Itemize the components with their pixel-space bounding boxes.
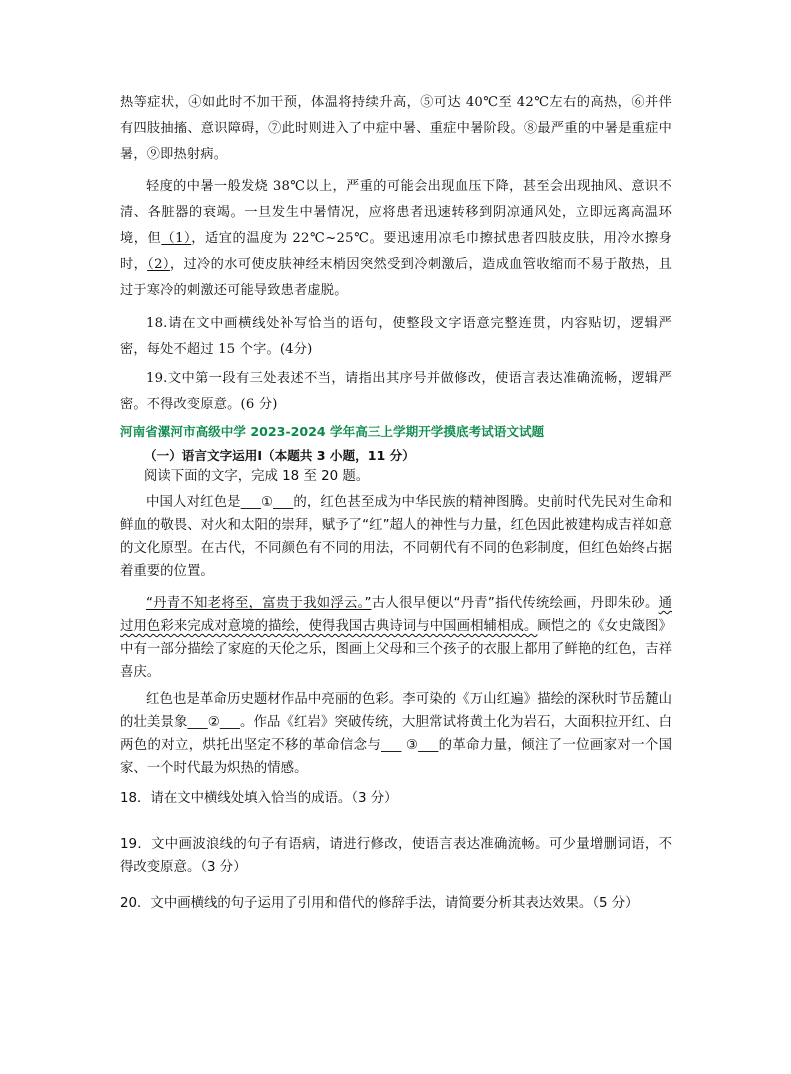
exam-title: 河南省漯河市高级中学 2023-2024 学年高三上学期开学摸底考试语文试题 xyxy=(120,424,545,439)
part1-blank-1: （1） xyxy=(161,231,192,246)
part1-q19-text: 19.文中第一段有三处表述不当，请指出其序号并做修改，使语言表达准确流畅，逻辑严密。不得改变原意。(6 分) xyxy=(120,371,672,412)
part1-q18-text: 18.请在文中画横线处补写恰当的语句，使整段文字语意完整连贯，内容贴切，逻辑严密，每处不超过 15 个字。(4分) xyxy=(120,316,672,357)
part2-wavy-sentence: 通过用色彩来完成对意境的描绘，使得我国古典诗词与中国画相辅相成。 xyxy=(120,596,672,634)
part2-p3-b: 。作品《红岩》突破传统，大胆常试将黄土化为岩石，大面积拉开红、白两色的对立，烘托出坚定不移的革命信念与 xyxy=(120,715,672,753)
part2-question-18: 18．请在文中横线处填入恰当的成语。（3 分） xyxy=(120,791,398,806)
part2-p3-c: 的革命力量，倾注了一位画家对一个国家、一个时代最为炽热的情感。 xyxy=(120,738,673,776)
section-heading: （一）语言文字运用Ⅰ（本题共 3 小题，11 分） xyxy=(144,448,415,463)
part2-paragraph-3 xyxy=(120,688,672,780)
part1-text-2a: 轻度的中暑一般发烧 38℃以上，严重的可能会出现血压下降，甚至会出现抽风、意识不清、各脏器的衰竭。一旦发生中暑情况，应将患者迅速转移到阴凉通风处，立即远离高温环境，但 xyxy=(120,179,672,246)
part1-question-18 xyxy=(120,311,672,363)
part2-question-20: 20．文中画横线的句子运用了引用和借代的修辞手法，请简要分析其表达效果。（5 分） xyxy=(120,896,639,911)
part2-blank-2: ___②___ xyxy=(187,715,240,730)
part2-question-19: 19．文中画波浪线的句子有语病，请进行修改，使语言表达准确流畅。可少量增删词语，不得改变原意。（3 分） xyxy=(120,837,672,875)
part2-paragraph-2 xyxy=(120,592,672,684)
part1-text-2c: ，过冷的水可使皮肤神经末梢因突然受到冷刺激后，造成血管收缩而不易于散热，且过于寒冷的刺激还可能导致患者虚脱。 xyxy=(120,257,672,298)
part2-p2-a: 古人很早便以“丹青”指代传统绘画，丹即朱砂。 xyxy=(371,596,659,611)
part2-blank-3: ___ ③___ xyxy=(381,738,439,753)
part1-paragraph-2 xyxy=(120,174,672,304)
part2-quote: “丹青不知老将至，富贵于我如浮云。” xyxy=(146,596,372,611)
part1-text-2b: ，适宜的温度为 22℃~25℃。要迅速用凉毛巾擦拭患者四肢皮肤，用冷水擦身时， xyxy=(120,231,672,272)
part2-p1-b: 的，红色甚至成为中华民族的精神图腾。史前时代先民对生命和鲜血的敬畏、对火和太阳的崇拜，赋予了“红”超人的神性与力量，红色因此被建构成吉祥如意的文化原型。在古代，不同颜色有不同的用法，不同朝代有不同的色彩制度，但红色始终占据着重要的位置。 xyxy=(120,495,673,579)
part2-blank-1: ___①___ xyxy=(240,495,294,510)
part1-paragraph-1 xyxy=(120,90,672,168)
part2-paragraph-1 xyxy=(120,491,672,583)
reading-instruction: 阅读下面的文字，完成 18 至 20 题。 xyxy=(144,469,370,484)
part2-p1-a: 中国人对红色是 xyxy=(146,495,241,510)
part1-text-1: 热等症状，④如此时不加干预，体温将持续升高，⑤可达 40℃至 42℃左右的高热，⑥并伴有四肢抽搐、意识障碍，⑦此时则进入了中症中暑、重症中暑阶段。⑧最严重的中暑是重症中暑，⑨即热射病。 xyxy=(120,95,672,162)
part2-p3-a: 红色也是革命历史题材作品中亮丽的色彩。李可染的《万山红遍》描绘的深秋时节岳麓山的壮美景象 xyxy=(120,692,672,730)
part1-blank-2: （2） xyxy=(147,257,170,272)
part1-question-19 xyxy=(120,366,672,418)
part2-p2-b: 顾恺之的《女史箴图》中有一部分描绘了家庭的天伦之乐，图画上父母和三个孩子的衣服上都用了鲜艳的红色，吉祥喜庆。 xyxy=(120,619,672,680)
